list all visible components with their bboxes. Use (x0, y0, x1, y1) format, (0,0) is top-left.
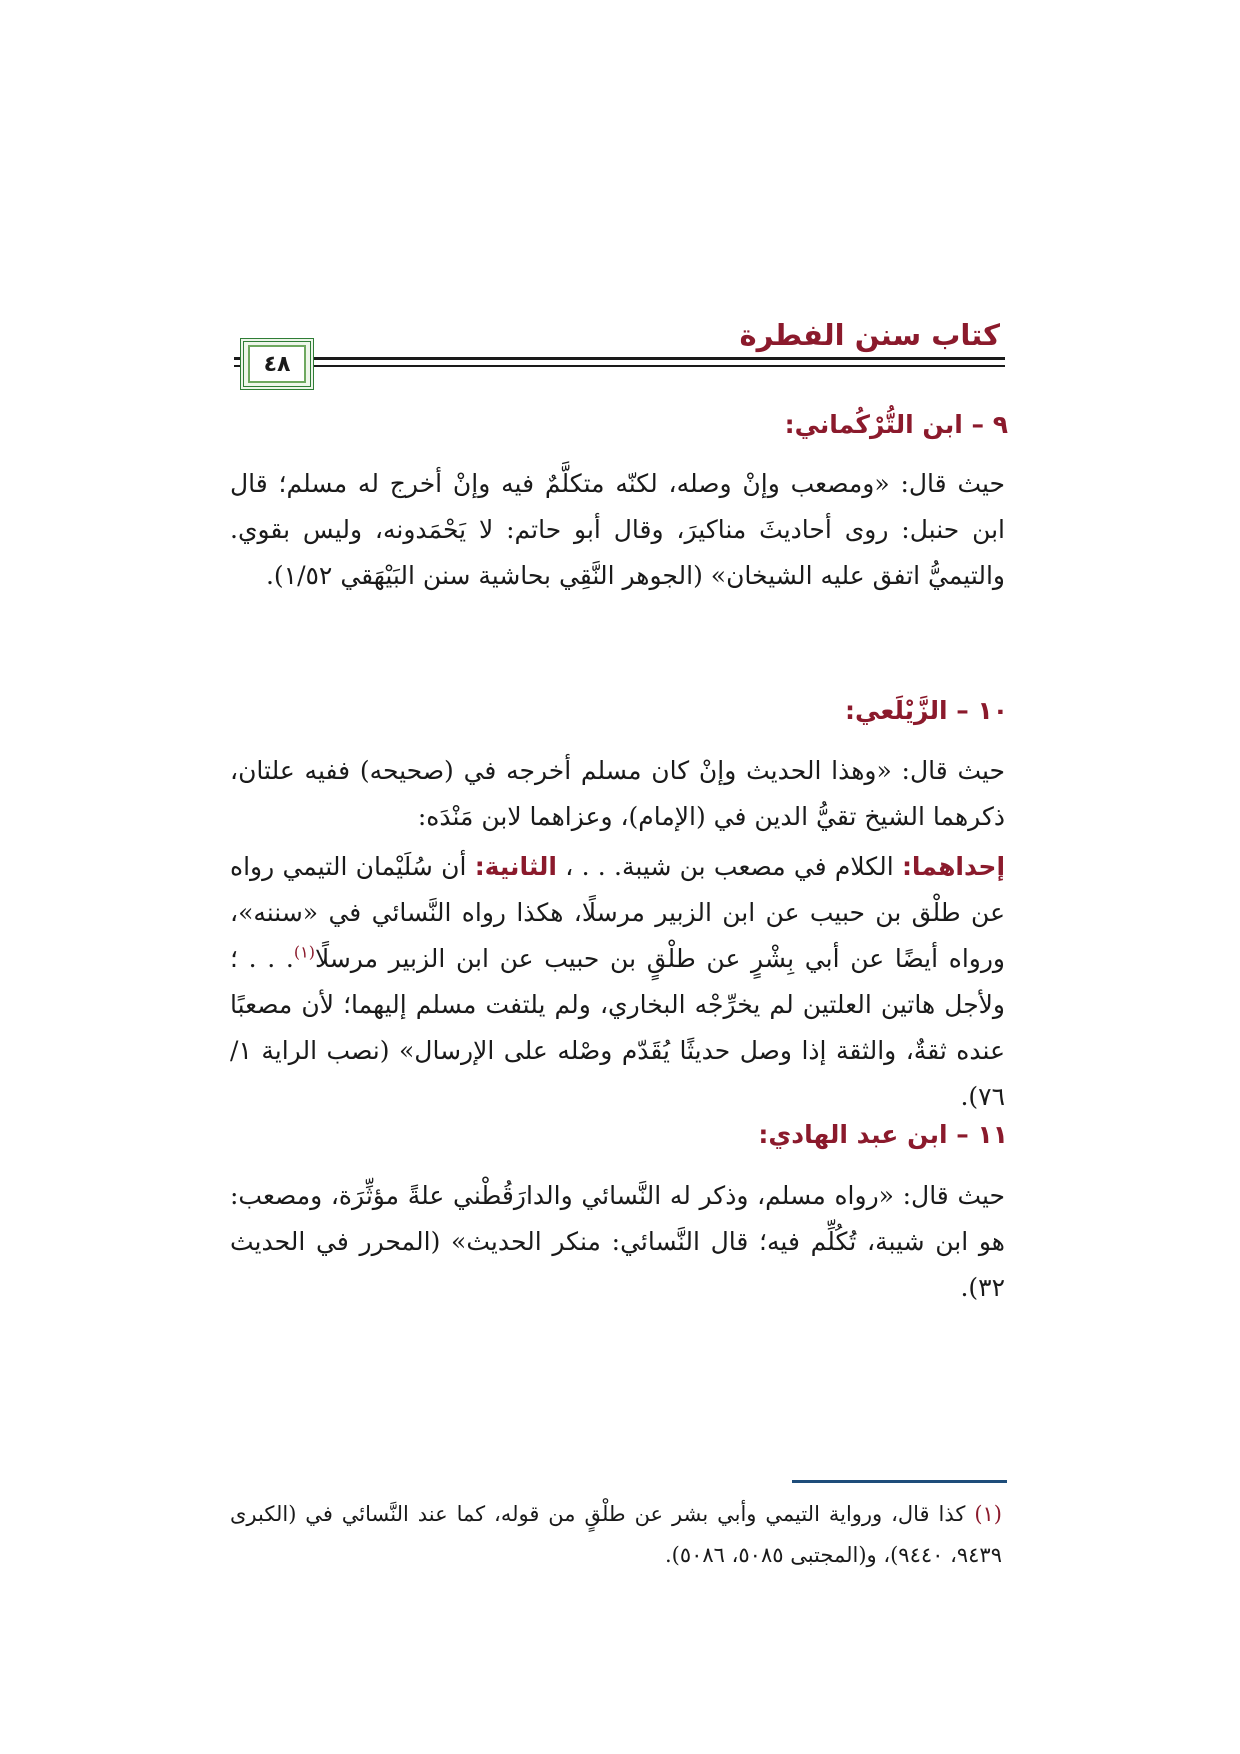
section-heading-9: ٩ – ابن التُّرْكُماني: (784, 410, 1008, 439)
header-rule-top (234, 357, 1005, 360)
section-paragraph-11: حيث قال: «رواه مسلم، وذكر له النَّسائي والدارَقُطْني علةً مؤثِّرَة، ومصعب: هو ابن شيبة، تُكُلِّم فيه؛ قال النَّسائي: منكر الحديث» (المحرر في الحديث ٣٢). (230, 1181, 1005, 1302)
footnote-marker[interactable]: (١) (293, 942, 315, 962)
footnote-number: (١) (974, 1502, 1002, 1526)
section-heading-10: ١٠ – الزَّيْلَعي: (845, 696, 1008, 725)
header-rule-bottom (234, 365, 1005, 367)
page-number-badge (240, 338, 314, 390)
section-paragraph-10: حيث قال: «وهذا الحديث وإنْ كان مسلم أخرجه في (صحيحه) ففيه علتان، ذكرهما الشيخ تقيُّ الدين في (الإمام)، وعزاهما لابن مَنْدَه: (230, 756, 1005, 831)
section-paragraph-10-continuation (230, 844, 1005, 1120)
footnote-text: كذا قال، ورواية التيمي وأبي بشر عن طلْقٍ من قوله، كما عند النَّسائي في (الكبرى ٩٤٣٩، ٩٤٤٠)، و(المجتبى ٥٠٨٥، ٥٠٨٦). (230, 1502, 1002, 1567)
page-number: ٤٨ (248, 345, 306, 383)
continuation-text-3: . . . ؛ ولأجل هاتين العلتين لم يخرِّجْه البخاري، ولم يلتفت مسلم إليهما؛ لأن مصعبًا عنده ثقةٌ، والثقة إذا وصل حديثًا يُقَدّم وصْله على الإرسال» (نصب الراية ١/ ٧٦). (230, 944, 1005, 1111)
term-first: إحداهما: (901, 852, 1006, 881)
continuation-text-2: أن سُلَيْمان التيمي رواه عن طلْق بن حبيب عن ابن الزبير مرسلًا، هكذا رواه النَّسائي في «سننه»، ورواه أيضًا عن أبي بِشْرٍ عن طلْقٍ بن حبيب عن ابن الزبير مرسلًا (230, 852, 1005, 973)
footnote (230, 1494, 1002, 1576)
book-title: كتاب سنن الفطرة (739, 318, 1000, 352)
term-second: الثانية: (474, 852, 557, 881)
footnote-separator (792, 1480, 1007, 1483)
section-heading-11: ١١ – ابن عبد الهادي: (758, 1120, 1008, 1149)
section-paragraph-9: حيث قال: «ومصعب وإنْ وصله، لكنّه متكلَّمٌ فيه وإنْ أخرج له مسلم؛ قال ابن حنبل: روى أحاديثَ مناكيرَ، وقال أبو حاتم: لا يَحْمَدونه، وليس بقوي. والتيميُّ اتفق عليه الشيخان» (الجوهر النَّقِي بحاشية سنن البَيْهَقي ١/٥٢). (230, 469, 1005, 590)
continuation-text-1: الكلام في مصعب بن شيبة. . . ، (557, 852, 902, 881)
